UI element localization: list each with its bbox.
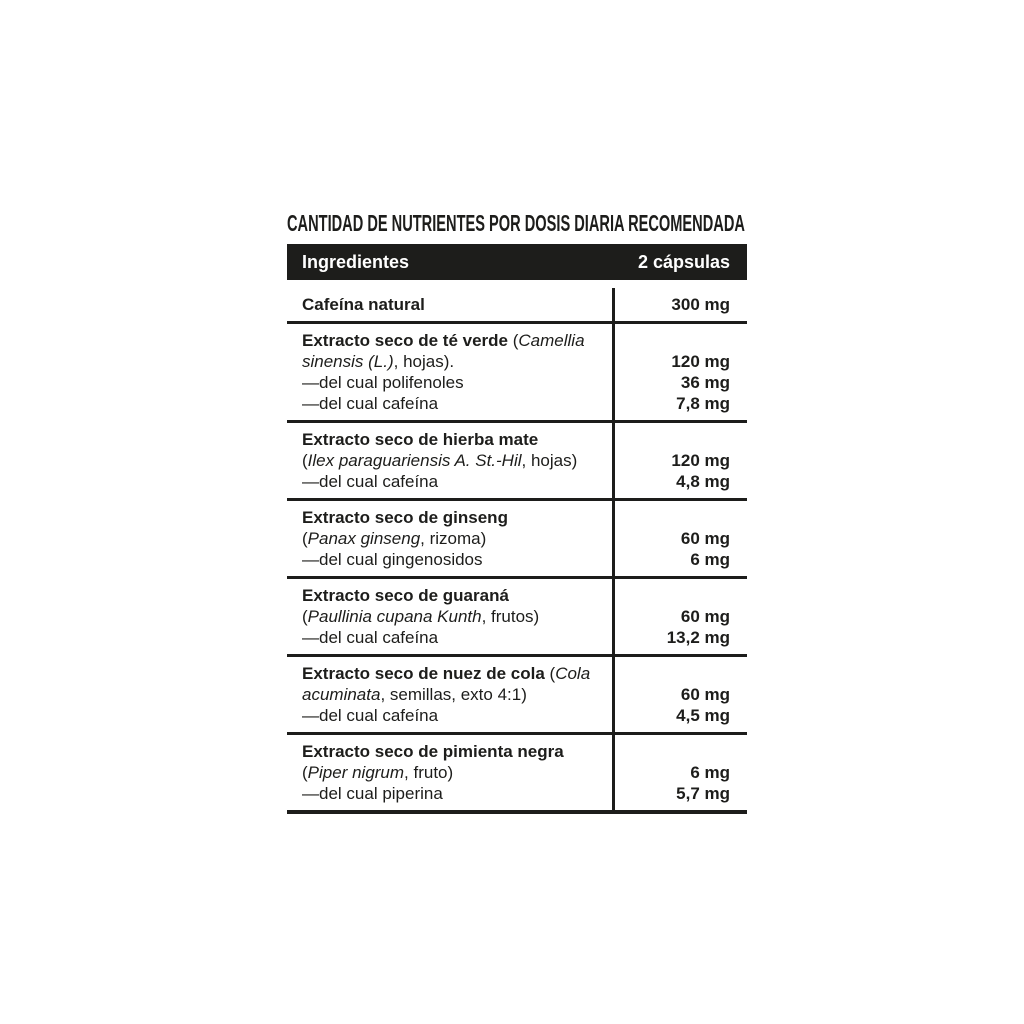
amount-cell bbox=[612, 735, 747, 810]
supplement-facts-panel bbox=[287, 211, 747, 814]
table-row bbox=[287, 423, 747, 501]
latin-name-text: Cola bbox=[555, 664, 591, 683]
ingredient-cell bbox=[287, 657, 612, 732]
table-row bbox=[287, 579, 747, 657]
ingredient-cell bbox=[287, 423, 612, 498]
ingredient-detail-text: —del cual polifenoles bbox=[302, 373, 464, 392]
ingredient-detail-text: , hojas) bbox=[521, 451, 578, 470]
amount-value: 120 mg bbox=[671, 451, 730, 470]
ingredient-cell bbox=[287, 735, 612, 810]
amount-cell bbox=[612, 423, 747, 498]
ingredient-detail-text: ( bbox=[302, 763, 308, 782]
amount-value: 6 mg bbox=[690, 550, 730, 569]
ingredient-line bbox=[302, 330, 604, 351]
amount-value: 7,8 mg bbox=[676, 394, 730, 413]
amount-value: 60 mg bbox=[680, 607, 730, 626]
table-header bbox=[287, 244, 747, 280]
ingredient-line bbox=[302, 705, 604, 726]
ingredient-detail-text: —del cual piperina bbox=[302, 784, 443, 803]
ingredient-line bbox=[302, 471, 604, 492]
amount-cell bbox=[612, 657, 747, 732]
amount-cell bbox=[612, 288, 747, 321]
ingredient-line bbox=[302, 627, 604, 648]
ingredient-detail-text: , frutos) bbox=[481, 607, 540, 626]
ingredient-name-text: Extracto seco de nuez de cola bbox=[302, 664, 550, 683]
amount-value: 60 mg bbox=[680, 685, 730, 704]
latin-name-text: Paullinia cupana Kunth bbox=[307, 607, 482, 626]
latin-name-text: Camellia bbox=[518, 331, 585, 350]
ingredient-cell bbox=[287, 324, 612, 420]
table-row bbox=[287, 501, 747, 579]
ingredient-line bbox=[302, 783, 604, 804]
table-row bbox=[287, 324, 747, 423]
ingredient-name-text: Cafeína natural bbox=[302, 295, 425, 314]
amount-value: 300 mg bbox=[671, 295, 730, 314]
ingredient-detail-text: —del cual gingenosidos bbox=[302, 550, 483, 569]
table-row bbox=[287, 657, 747, 735]
ingredient-line bbox=[302, 663, 604, 684]
ingredient-detail-text: , rizoma) bbox=[420, 529, 487, 548]
ingredients-column-header: Ingredientes bbox=[302, 251, 410, 272]
latin-name-text: Panax ginseng bbox=[307, 529, 421, 548]
ingredient-detail-text: —del cual cafeína bbox=[302, 706, 439, 725]
amount-value: 6 mg bbox=[690, 763, 730, 782]
ingredient-detail-text: —del cual cafeína bbox=[302, 472, 439, 491]
ingredient-line bbox=[302, 294, 604, 315]
table-row bbox=[287, 735, 747, 810]
amount-value: 120 mg bbox=[671, 352, 730, 371]
ingredient-detail-text: ( bbox=[302, 529, 308, 548]
amount-cell bbox=[612, 324, 747, 420]
ingredient-detail-text: ( bbox=[549, 664, 556, 683]
ingredient-line bbox=[302, 549, 604, 570]
ingredient-detail-text: ( bbox=[512, 331, 519, 350]
amount-value: 4,8 mg bbox=[676, 472, 730, 491]
ingredient-line bbox=[302, 528, 604, 549]
amount-cell bbox=[612, 579, 747, 654]
ingredient-line bbox=[302, 450, 604, 471]
ingredient-detail-text: , hojas). bbox=[393, 352, 455, 371]
ingredient-name-text: Extracto seco de ginseng bbox=[302, 508, 508, 527]
ingredient-line bbox=[302, 741, 604, 762]
ingredient-detail-text: —del cual cafeína bbox=[302, 394, 439, 413]
amount-value: 5,7 mg bbox=[676, 784, 730, 803]
amount-cell bbox=[612, 501, 747, 576]
amount-value: 60 mg bbox=[680, 529, 730, 548]
ingredient-detail-text: ( bbox=[302, 451, 308, 470]
ingredient-line bbox=[302, 585, 604, 606]
ingredient-name-text: Extracto seco de pimienta negra bbox=[302, 742, 564, 761]
amount-value: 36 mg bbox=[680, 373, 730, 392]
ingredient-name-text: Extracto seco de hierba mate bbox=[302, 430, 539, 449]
ingredient-line bbox=[302, 606, 604, 627]
ingredient-line bbox=[302, 372, 604, 393]
ingredient-line bbox=[302, 393, 604, 414]
ingredient-line bbox=[302, 507, 604, 528]
table-row bbox=[287, 288, 747, 324]
latin-name-text: Piper nigrum bbox=[307, 763, 405, 782]
ingredient-detail-text: —del cual cafeína bbox=[302, 628, 439, 647]
ingredient-name-text: Extracto seco de guaraná bbox=[302, 586, 509, 605]
ingredient-line bbox=[302, 762, 604, 783]
amount-value: 4,5 mg bbox=[676, 706, 730, 725]
amount-value: 13,2 mg bbox=[666, 628, 730, 647]
ingredient-cell bbox=[287, 288, 612, 321]
ingredient-detail-text: , semillas, exto 4:1) bbox=[380, 685, 527, 704]
ingredient-cell bbox=[287, 579, 612, 654]
latin-name-text: sinensis (L.) bbox=[302, 352, 394, 371]
ingredient-line bbox=[302, 429, 604, 450]
ingredient-line bbox=[302, 351, 604, 372]
ingredient-name-text: Extracto seco de té verde bbox=[302, 331, 513, 350]
dose-column-header: 2 cápsulas bbox=[637, 251, 730, 272]
ingredient-line bbox=[302, 684, 604, 705]
table-title: CANTIDAD DE NUTRIENTES POR DOSIS DIARIA RECOMENDADA bbox=[287, 210, 745, 236]
ingredient-rows bbox=[287, 288, 747, 814]
ingredient-cell bbox=[287, 501, 612, 576]
ingredient-detail-text: , fruto) bbox=[404, 763, 454, 782]
latin-name-text: Ilex paraguariensis A. St.-Hil bbox=[307, 451, 522, 470]
latin-name-text: acuminata bbox=[302, 685, 381, 704]
ingredient-detail-text: ( bbox=[302, 607, 308, 626]
